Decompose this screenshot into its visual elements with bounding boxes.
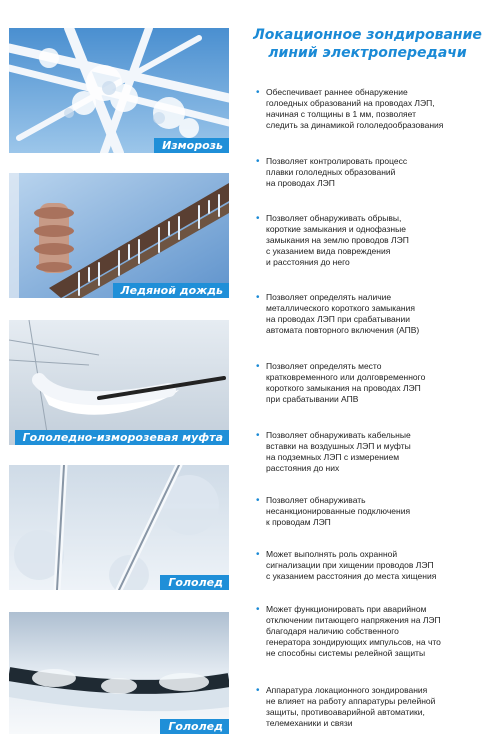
bullet-line: плавки гололедных образований	[266, 167, 396, 177]
bullet-line: сигнализации при хищении проводов ЛЭП	[266, 560, 434, 570]
bullet-line: Обеспечивает раннее обнаружение	[266, 87, 408, 97]
bullet-line: на подземных ЛЭП с измерением	[266, 452, 400, 462]
bullet-line: Позволяет определять наличие	[266, 292, 392, 302]
bullet-item	[256, 495, 496, 528]
photo-hoarfrost	[9, 28, 229, 153]
glaze-image	[9, 465, 229, 590]
bullet-item	[256, 685, 496, 729]
bullet-line: следить за динамикой гололедообразования	[266, 120, 444, 130]
bullet-line: Позволяет обнаруживать обрывы,	[266, 213, 402, 223]
bullet-line: Может функционировать при аварийном	[266, 604, 427, 614]
bullet-line: Позволяет определять место	[266, 361, 382, 371]
bullet-dot-icon: •	[256, 213, 260, 224]
bullet-dot-icon: •	[256, 87, 260, 98]
bullet-line: голоедных образований на проводах ЛЭП,	[266, 98, 435, 108]
photo-ice-sleeve	[9, 320, 229, 445]
page-title	[240, 26, 495, 62]
bullet-line: не способны системы релейной защиты	[266, 648, 426, 658]
bullet-line: расстояния до них	[266, 463, 340, 473]
photo-glaze-2	[9, 612, 229, 734]
bullet-line: начиная с толщины в 1 мм, позволяет	[266, 109, 416, 119]
title-line: линий электропередачи	[268, 45, 467, 61]
bullet-dot-icon: •	[256, 495, 260, 506]
bullet-line: не влияет на работу аппаратуры релейной	[266, 696, 436, 706]
photo-caption: Ледяной дождь	[113, 283, 229, 298]
bullet-line: Позволяет контролировать процесс	[266, 156, 408, 166]
bullet-item	[256, 213, 496, 268]
bullet-item	[256, 156, 496, 189]
bullet-line: с указанием вида повреждения	[266, 246, 391, 256]
bullet-item	[256, 292, 496, 336]
bullet-line: на проводах ЛЭП при срабатывании	[266, 314, 410, 324]
photo-glaze-1	[9, 465, 229, 590]
bullet-line: замыкания на землю проводов ЛЭП	[266, 235, 409, 245]
bullet-item	[256, 87, 496, 131]
title-line: Локационное зондирование	[253, 27, 482, 43]
bullet-line: Позволяет обнаруживать кабельные	[266, 430, 411, 440]
bullet-line: благодаря наличию собственного	[266, 626, 399, 636]
bullet-line: защиты, противоаварийной автоматики,	[266, 707, 425, 717]
bullet-dot-icon: •	[256, 549, 260, 560]
bullet-line: автомата повторного включения (АПВ)	[266, 325, 420, 335]
bullet-line: с указанием расстояния до места хищения	[266, 571, 437, 581]
bullet-line: отключении питающего напряжения на ЛЭП	[266, 615, 441, 625]
bullet-line: короткие замыкания и однофазные	[266, 224, 406, 234]
bullet-dot-icon: •	[256, 156, 260, 167]
bullet-dot-icon: •	[256, 292, 260, 303]
bullet-line: Аппаратура локационного зондирования	[266, 685, 428, 695]
photo-caption: Гололед	[160, 575, 229, 590]
photo-caption: Гололедно-изморозевая муфта	[15, 430, 229, 445]
bullet-line: металлического короткого замыкания	[266, 303, 415, 313]
bullet-line: несанкционированные подключения	[266, 506, 411, 516]
bullet-line: Позволяет обнаруживать	[266, 495, 366, 505]
bullet-line: к проводам ЛЭП	[266, 517, 331, 527]
hoarfrost-image	[9, 28, 229, 153]
bullet-line: при срабатывании АПВ	[266, 394, 359, 404]
bullet-line: кратковременного или долговременного	[266, 372, 426, 382]
bullet-line: короткого замыкания на проводах ЛЭП	[266, 383, 421, 393]
bullet-dot-icon: •	[256, 361, 260, 372]
bullet-item	[256, 361, 496, 405]
bullet-item	[256, 549, 496, 582]
ice-sleeve-image	[9, 320, 229, 445]
bullet-line: телемеханики и связи	[266, 718, 353, 728]
bullet-line: на проводах ЛЭП	[266, 178, 335, 188]
photo-caption: Гололед	[160, 719, 229, 734]
bullet-item	[256, 430, 496, 474]
bullet-line: вставки на воздушных ЛЭП и муфты	[266, 441, 411, 451]
bullet-line: генератора зондирующих импульсов, на что	[266, 637, 441, 647]
bullet-item	[256, 604, 496, 659]
photo-caption: Изморозь	[154, 138, 229, 153]
bullet-line: и расстояния до него	[266, 257, 350, 267]
bullet-dot-icon: •	[256, 685, 260, 696]
bullet-dot-icon: •	[256, 604, 260, 615]
bullet-line: Может выполнять роль охранной	[266, 549, 398, 559]
freezing-rain-image	[9, 173, 229, 298]
glaze-closeup-image	[9, 612, 229, 734]
bullet-dot-icon: •	[256, 430, 260, 441]
photo-freezing-rain	[9, 173, 229, 298]
